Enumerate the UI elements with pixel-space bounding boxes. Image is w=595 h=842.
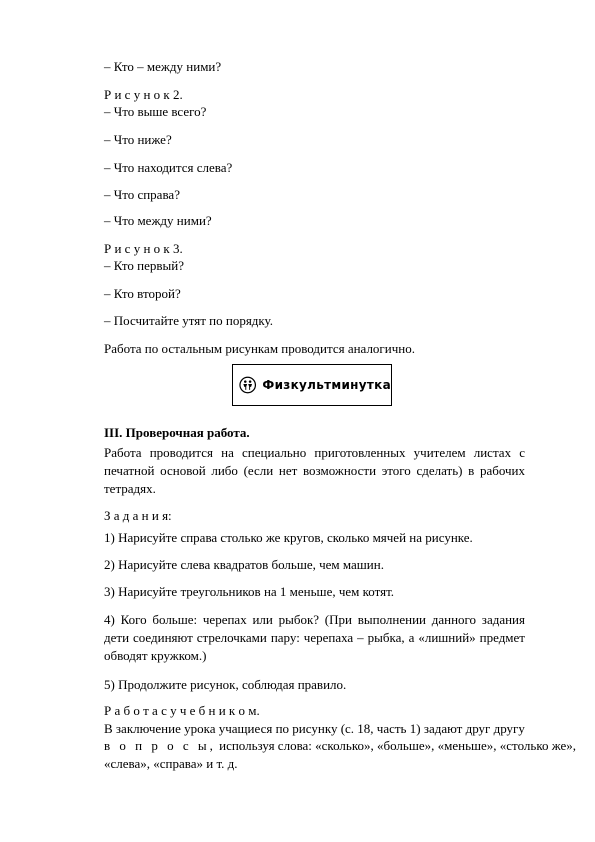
section-heading: III. Проверочная работа. <box>104 425 250 440</box>
physical-exercise-banner <box>232 364 392 406</box>
instruction-count-ducklings: – Посчитайте утят по порядку. <box>104 313 273 328</box>
question-right: – Что справа? <box>104 187 180 202</box>
figure-2-label: Р и с у н о к 2. <box>104 87 183 102</box>
banner-label: Физкультминутка <box>262 378 391 392</box>
closing-line-1: В заключение урока учащиеся по рисунку (с. 18, часть 1) задают друг другу <box>104 721 525 736</box>
textbook-label: Р а б о т а с у ч е б н и к о м. <box>104 703 260 718</box>
task-4: 4) Кого больше: черепах или рыбок? (При выполнении данного задания дети соединяют стрелочками пару: черепаха – рыбка, а «лишний» предмет обводят кружком.) <box>104 612 525 663</box>
task-3: 3) Нарисуйте треугольников на 1 меньше, чем котят. <box>104 584 395 599</box>
task-5: 5) Продолжите рисунок, соблюдая правило. <box>104 677 347 692</box>
note-other-figures: Работа по остальным рисункам проводится аналогично. <box>104 341 415 356</box>
section-paragraph: Работа проводится на специально приготовленных учителем листах с печатной основой либо (если нет возможности этого сделать) в рабочих тетрадях. <box>104 445 525 496</box>
question-first: – Кто первый? <box>104 258 185 273</box>
question-between-them: – Что между ними? <box>104 213 212 228</box>
question-between: – Кто – между ними? <box>104 59 222 74</box>
question-second: – Кто второй? <box>104 286 181 301</box>
closing-line-2 <box>104 738 576 754</box>
questions-spaced-word: в о п р о с ы, <box>104 738 216 753</box>
task-1: 1) Нарисуйте справа столько же кругов, сколько мячей на рисунке. <box>104 530 473 545</box>
question-left: – Что находится слева? <box>104 160 233 175</box>
question-highest: – Что выше всего? <box>104 104 207 119</box>
figure-3-label: Р и с у н о к 3. <box>104 241 183 256</box>
closing-line-2-rest: используя слова: «сколько», «больше», «меньше», «столько же», <box>215 738 577 753</box>
question-lower: – Что ниже? <box>104 132 172 147</box>
tasks-label: З а д а н и я: <box>104 508 172 523</box>
two-people-icon <box>239 367 256 403</box>
task-2: 2) Нарисуйте слева квадратов больше, чем машин. <box>104 557 384 572</box>
closing-line-3: «слева», «справа» и т. д. <box>104 756 238 771</box>
